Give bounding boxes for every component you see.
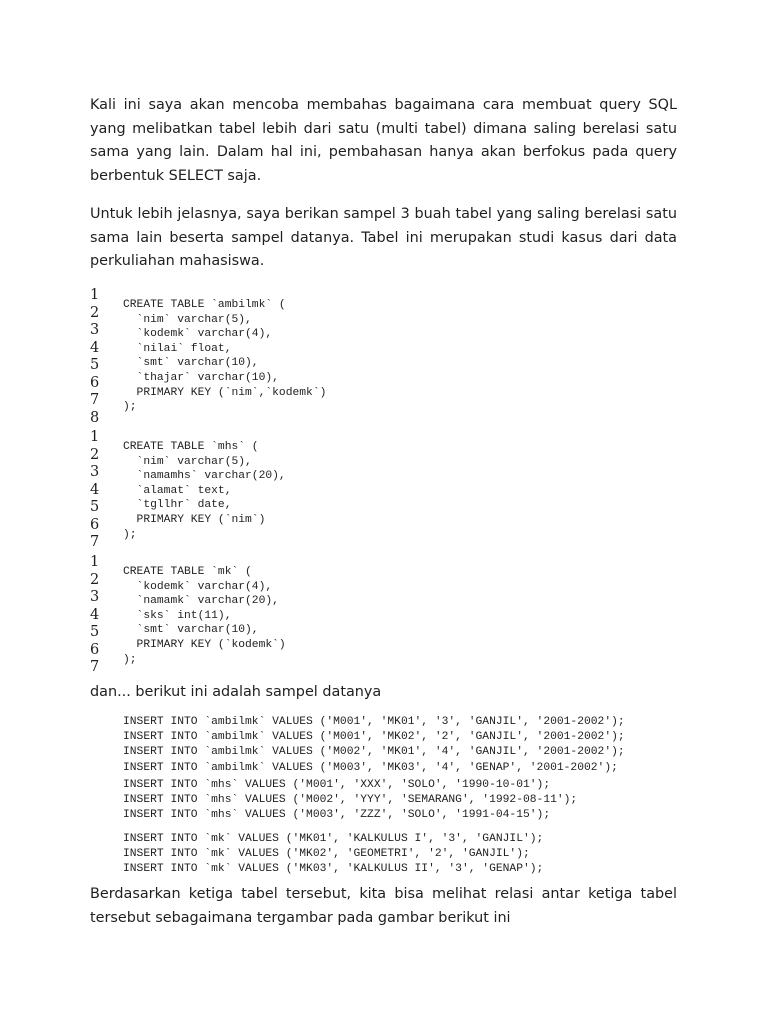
line-numbers	[90, 554, 110, 677]
line-number: 7	[90, 659, 100, 675]
line-number: 1	[90, 287, 100, 303]
line-number: 4	[90, 606, 100, 623]
code-text	[123, 440, 286, 542]
code-line: INSERT INTO `mk` VALUES ('MK03', 'KALKULUS II', '3', 'GENAP');	[123, 863, 544, 876]
line-number: 6	[90, 641, 100, 658]
code-line: `namamk` varchar(20),	[123, 595, 279, 608]
insert-block-ambilmk	[123, 715, 625, 776]
code-line: PRIMARY KEY (`nim`,`kodemk`)	[123, 386, 327, 399]
relation-paragraph: Berdasarkan ketiga tabel tersebut, kita bisa melihat relasi antar ketiga tabel tersebut sebagaimana tergambar pada gambar berikut ini	[90, 886, 677, 926]
code-line: `nilai` float,	[123, 342, 232, 355]
line-number: 4	[90, 339, 100, 356]
line-number: 8	[90, 409, 100, 426]
code-line: INSERT INTO `ambilmk` VALUES ('M001', 'MK02', '2', 'GANJIL', '2001-2002');	[123, 731, 625, 744]
line-number: 3	[90, 464, 100, 480]
line-number: 1	[90, 429, 100, 445]
code-text	[123, 565, 286, 667]
line-number: 2	[90, 571, 100, 588]
line-number: 7	[90, 392, 100, 408]
code-line: INSERT INTO `ambilmk` VALUES ('M002', 'MK01', '4', 'GANJIL', '2001-2002');	[123, 746, 625, 759]
line-number: 5	[90, 624, 100, 640]
line-number: 7	[90, 534, 100, 550]
line-numbers	[90, 287, 110, 427]
code-line: `kodemk` varchar(4),	[123, 328, 273, 341]
code-line: `smt` varchar(10),	[123, 357, 259, 370]
line-number: 2	[90, 446, 100, 463]
code-line: INSERT INTO `ambilmk` VALUES ('M003', 'MK03', '4', 'GENAP', '2001-2002');	[123, 761, 618, 774]
code-line: `sks` int(11),	[123, 609, 232, 622]
code-line: `smt` varchar(10),	[123, 624, 259, 637]
code-line: CREATE TABLE `ambilmk` (	[123, 299, 286, 311]
line-number: 2	[90, 304, 100, 321]
code-line: INSERT INTO `mhs` VALUES ('M002', 'YYY', 'SEMARANG', '1992-08-11');	[123, 794, 578, 807]
code-line: PRIMARY KEY (`nim`)	[123, 513, 266, 526]
line-number: 3	[90, 322, 100, 338]
line-number: 5	[90, 499, 100, 515]
line-number: 6	[90, 374, 100, 391]
code-line: );	[123, 653, 137, 666]
code-line: `nim` varchar(5),	[123, 313, 252, 326]
line-numbers	[90, 429, 110, 552]
line-number: 3	[90, 589, 100, 605]
code-line: `thajar` varchar(10),	[123, 371, 279, 384]
line-number: 6	[90, 516, 100, 533]
data-intro-paragraph: dan... berikut ini adalah sampel datanya	[90, 684, 382, 700]
code-line: `nim` varchar(5),	[123, 455, 252, 468]
code-line: CREATE TABLE `mhs` (	[123, 441, 259, 453]
sample-paragraph: Untuk lebih jelasnya, saya berikan sampel 3 buah tabel yang saling berelasi satu sama lain beserta sampel datanya. Tabel ini merupakan studi kasus dari data perkuliahan mahasiswa.	[90, 206, 677, 269]
code-line: INSERT INTO `ambilmk` VALUES ('M001', 'MK01', '3', 'GANJIL', '2001-2002');	[123, 716, 625, 728]
code-line: );	[123, 528, 137, 541]
code-line: INSERT INTO `mk` VALUES ('MK01', 'KALKULUS I', '3', 'GANJIL');	[123, 833, 544, 845]
intro-paragraph: Kali ini saya akan mencoba membahas bagaimana cara membuat query SQL yang melibatkan tabel lebih dari satu (multi tabel) dimana saling berelasi satu sama yang lain. Dalam hal ini, pembahasan hanya akan berfokus pada query berbentuk SELECT saja.	[90, 97, 677, 184]
code-line: CREATE TABLE `mk` (	[123, 566, 252, 578]
code-text	[123, 298, 326, 415]
code-line: `tgllhr` date,	[123, 499, 232, 512]
code-line: PRIMARY KEY (`kodemk`)	[123, 638, 286, 651]
line-number: 1	[90, 554, 100, 570]
code-line: `kodemk` varchar(4),	[123, 580, 273, 593]
line-number: 4	[90, 481, 100, 498]
line-number: 5	[90, 357, 100, 373]
code-line: `namamhs` varchar(20),	[123, 470, 286, 483]
code-line: `alamat` text,	[123, 484, 232, 497]
code-line: );	[123, 401, 137, 414]
insert-block-mk	[123, 832, 543, 878]
insert-block-mhs	[123, 778, 577, 824]
code-line: INSERT INTO `mhs` VALUES ('M003', 'ZZZ', 'SOLO', '1991-04-15');	[123, 809, 551, 822]
code-line: INSERT INTO `mhs` VALUES ('M001', 'XXX', 'SOLO', '1990-10-01');	[123, 779, 551, 791]
code-line: INSERT INTO `mk` VALUES ('MK02', 'GEOMETRI', '2', 'GANJIL');	[123, 848, 530, 861]
